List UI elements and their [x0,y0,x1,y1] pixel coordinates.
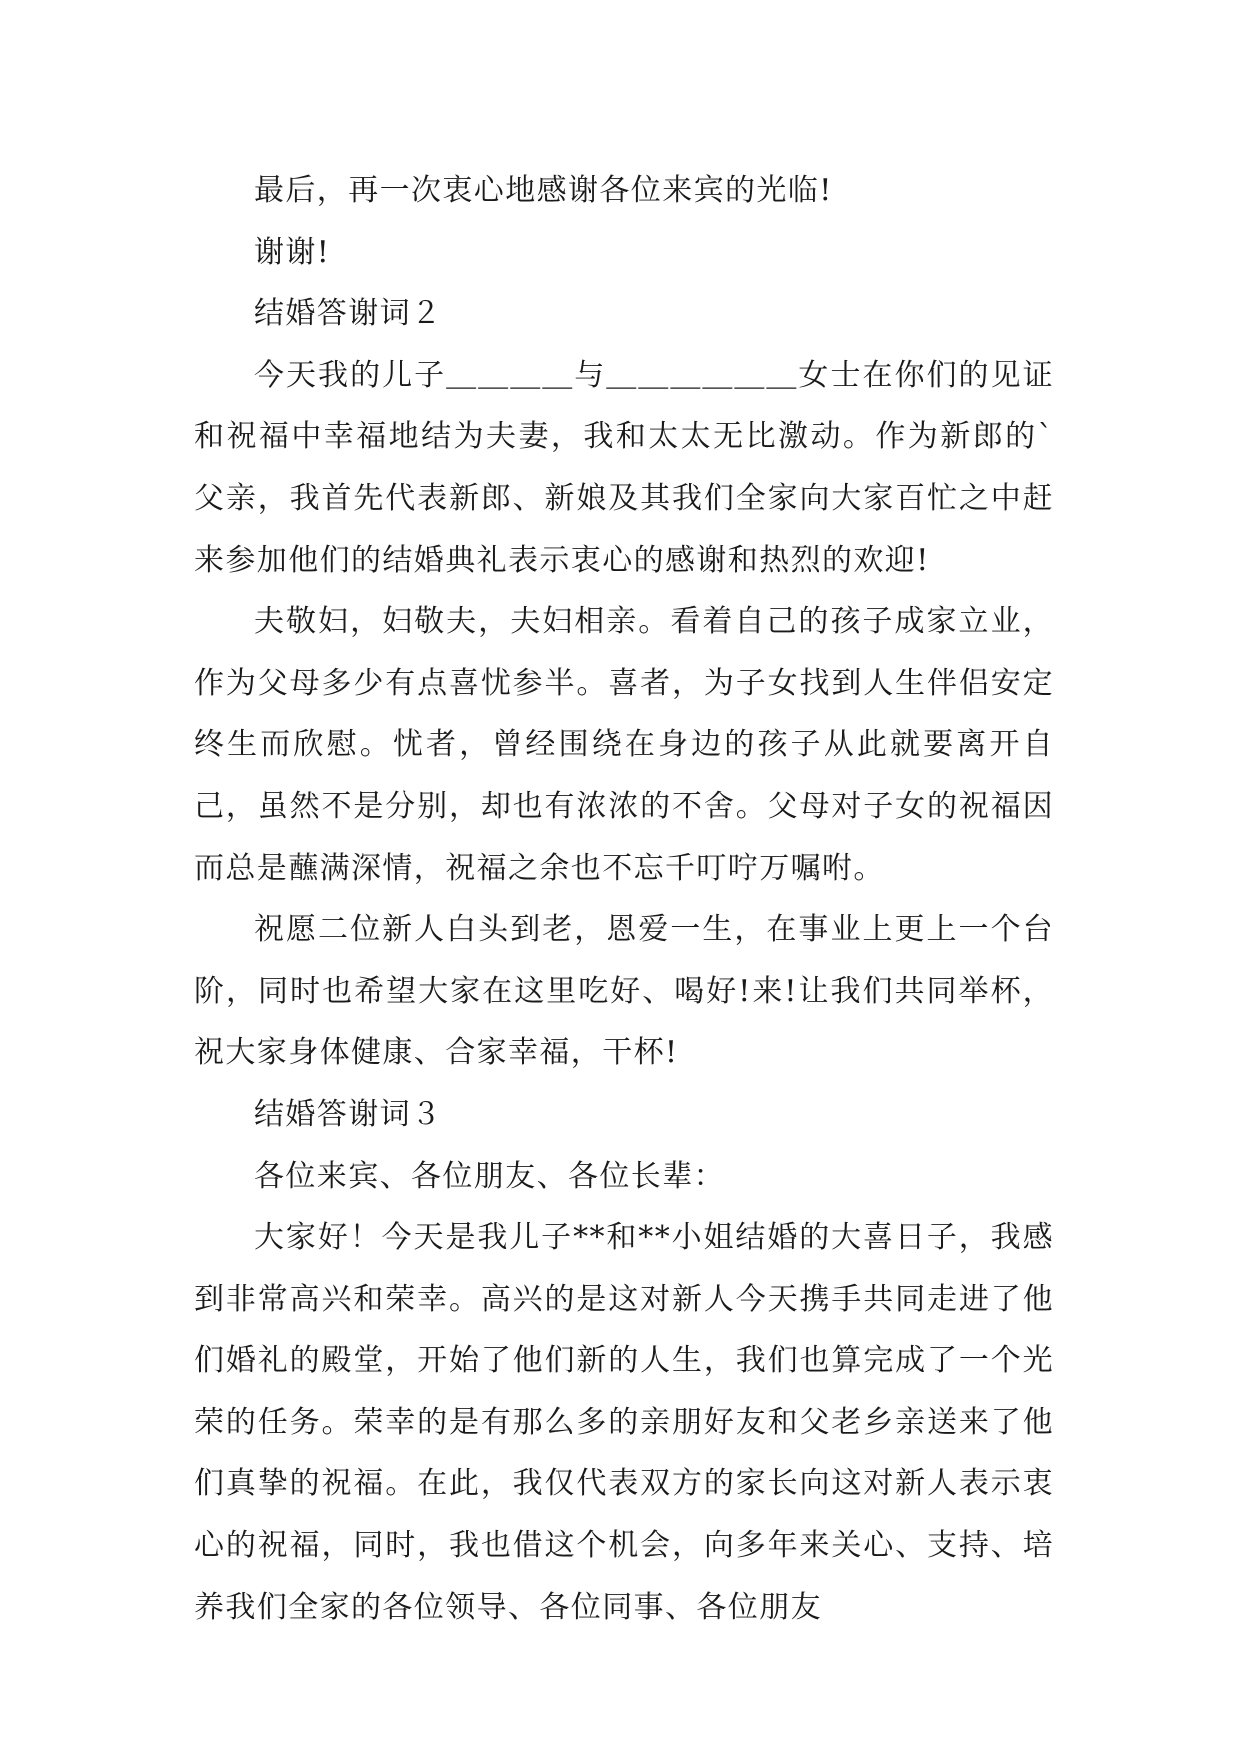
closing-thanks-paragraph: 最后，再一次衷心地感谢各位来宾的光临! [254,173,833,208]
section-heading-3: 结婚答谢词３ [254,1096,443,1132]
speech-3-salutation: 各位来宾、各位朋友、各位长辈： [254,1158,725,1194]
speech-2-paragraph-3: 祝愿二位新人白头到老，恩爱一生，在事业上更上一个台阶，同时也希望大家在这里吃好、喝好!来!让我们共同举杯，祝大家身体健康、合家幸福，干杯! [194,912,1054,1071]
document-page [194,160,1054,1638]
thank-you-line: 谢谢! [254,234,331,270]
speech-2-paragraph-2: 夫敬妇，妇敬夫，夫妇相亲。看着自己的孩子成家立业，作为父母多少有点喜忧参半。喜者，为子女找到人生伴侣安定终生而欣慰。忧者，曾经围绕在身边的孩子从此就要离开自己，虽然不是分别，却也有浓浓的不舍。父母对子女的祝福因而总是蘸满深情，祝福之余也不忘千叮咛万嘱咐。 [194,604,1054,886]
speech-3-paragraph-1: 大家好！今天是我儿子**和**小姐结婚的大喜日子，我感到非常高兴和荣幸。高兴的是这对新人今天携手共同走进了他们婚礼的殿堂，开始了他们新的人生，我们也算完成了一个光荣的任务。荣幸的是有那么多的亲朋好友和父老乡亲送来了他们真挚的祝福。在此，我仅代表双方的家长向这对新人表示衷心的祝福，同时，我也借这个机会，向多年来关心、支持、培养我们全家的各位领导、各位同事、各位朋友 [194,1220,1054,1625]
section-heading-2: 结婚答谢词２ [254,296,443,332]
speech-2-paragraph-1: 今天我的儿子＿＿＿＿与＿＿＿＿＿＿女士在你们的见证和祝福中幸福地结为夫妻，我和太太无比激动。作为新郎的`父亲，我首先代表新郎、新娘及其我们全家向大家百忙之中赶来参加他们的结婚典礼表示衷心的感谢和热烈的欢迎! [194,357,1054,578]
